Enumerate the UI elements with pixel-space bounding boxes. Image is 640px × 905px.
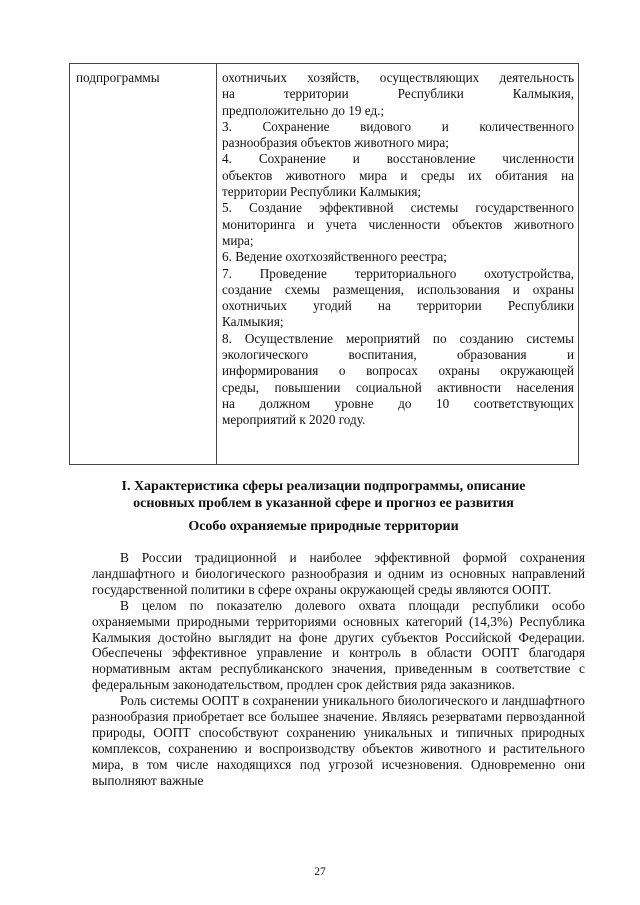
- table-cell-line: мира;: [222, 232, 254, 248]
- subheading: Особо охраняемые природные территории: [188, 519, 459, 534]
- table-cell-line: 5. Создание эффективной системы государственного: [222, 200, 574, 216]
- table-cell-line: мероприятий к 2020 году.: [222, 412, 366, 428]
- table-cell-line: объектов животного мира и среды их обитания на: [222, 167, 574, 183]
- table-column-divider: [216, 64, 217, 464]
- table-right-cell: [222, 70, 574, 429]
- section-heading: [96, 478, 551, 512]
- table-cell-line: территории Республики Калмыкия;: [222, 184, 422, 200]
- table-left-cell: подпрограммы: [76, 70, 160, 85]
- page-number: 27: [314, 866, 326, 878]
- table-cell-line: 4. Сохранение и восстановление численности: [222, 151, 574, 167]
- table-cell-line: 8. Осуществление мероприятий по созданию системы: [222, 330, 574, 346]
- table-cell-line: охотничьих хозяйств, осуществляющих деятельность: [222, 70, 574, 85]
- paragraph: В целом по показателю долевого охвата площади республики особо охраняемыми природными территориями основных категорий (14,3%) Республика Калмыкия достойно выглядит на фоне других субъектов Российской Федерации. Обеспечены эффективное управление и контроль в области ООПТ благодаря нормативным актам республиканского значения, приведенным в соответствие с федеральным законодательством, продлен срок действия ряда заказников.: [92, 597, 585, 693]
- table-cell-line: охотничьих угодий на территории Республики: [222, 298, 574, 314]
- table-cell-line: на должном уровне до 10 соответствующих: [222, 395, 574, 411]
- paragraph: В России традиционной и наиболее эффективной формой сохранения ландшафтного и биологического разнообразия и одним из основных направлений государственной политики в сфере охраны окружающей среды являются ООПТ.: [92, 550, 585, 597]
- table-cell-line: 7. Проведение территориального охотустройства,: [222, 265, 574, 281]
- table-cell-line: среды, повышении социальной активности населения: [222, 379, 574, 395]
- table-cell-line: экологического воспитания, образования и: [222, 347, 574, 363]
- section-heading-line-1: I. Характеристика сферы реализации подпрограммы, описание: [121, 479, 526, 494]
- table-cell-line: на территории Республики Калмыкия,: [222, 86, 574, 102]
- table-cell-line: разнообразия объектов животного мира;: [222, 135, 449, 151]
- table-cell-line: мониторинга и учета численности объектов животного: [222, 216, 574, 232]
- table-cell-line: 3. Сохранение видового и количественного: [222, 118, 574, 134]
- section-heading-line-2: основных проблем в указанной сфере и прогноз ее развития: [133, 496, 514, 511]
- table-cell-line: 6. Ведение охотхозяйственного реестра;: [222, 249, 447, 265]
- subprogram-table: [69, 63, 579, 465]
- table-cell-line: создание схемы размещения, использования и охраны: [222, 281, 574, 297]
- table-cell-line: информирования о вопросах охраны окружающей: [222, 363, 574, 379]
- body-text: [92, 550, 585, 789]
- table-cell-line: Калмыкия;: [222, 314, 284, 330]
- table-cell-line: предположительно до 19 ед.;: [222, 102, 385, 118]
- paragraph: Роль системы ООПТ в сохранении уникального биологического и ландшафтного разнообразия приобретает все большее значение. Являясь резерватами первозданной природы, ООПТ способствуют сохранению уникальных и типичных природных комплексов, сохранению и воспроизводству объектов животного и растительного мира, в том числе находящихся под угрозой исчезновения. Одновременно они выполняют важные: [92, 693, 585, 788]
